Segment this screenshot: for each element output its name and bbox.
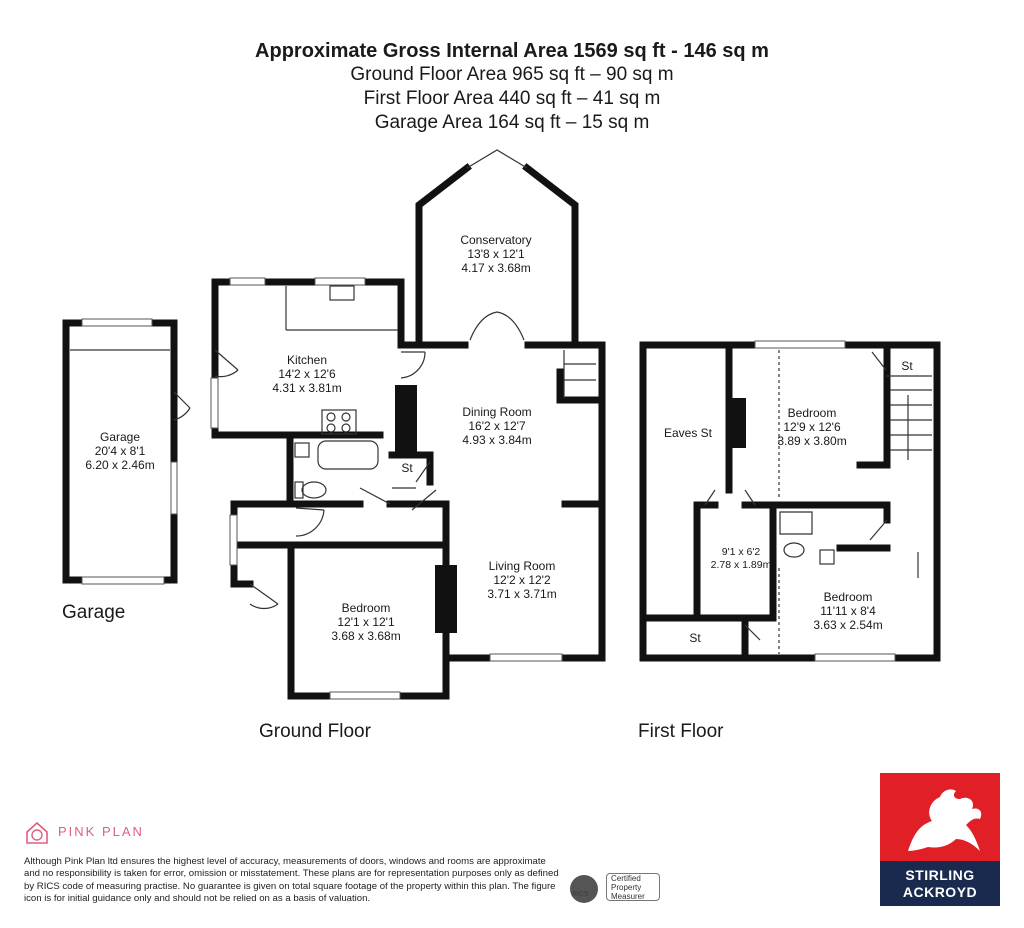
rics-seal-icon: [570, 875, 598, 903]
living-imperial: 12'2 x 12'2: [493, 573, 551, 587]
ground-bedroom-imperial: 12'1 x 12'1: [337, 615, 395, 629]
small-room-metric: 2.78 x 1.89m: [710, 559, 772, 571]
logo-red-panel: [880, 773, 1000, 861]
small-room-imperial: 9'1 x 6'2: [721, 546, 761, 558]
eaves-name: Eaves St: [663, 426, 713, 440]
first-floor-plan: [643, 341, 937, 661]
kitchen-name: Kitchen: [286, 353, 328, 367]
rics-badge: [570, 871, 662, 905]
first-store-bottom-name: St: [689, 631, 701, 645]
first-bedroom2-name: Bedroom: [823, 590, 873, 604]
pink-plan-logo-icon: [24, 820, 50, 846]
kitchen-metric: 4.31 x 3.81m: [272, 381, 342, 395]
ground-floor-plan: [211, 150, 602, 699]
rics-mark: RICS: [572, 891, 589, 898]
gross-area-title: Approximate Gross Internal Area 1569 sq ft - 146 sq m: [255, 40, 769, 62]
ground-bedroom-name: Bedroom: [341, 601, 391, 615]
garage-imperial: 20'4 x 8'1: [94, 444, 146, 458]
disclaimer-text: Although Pink Plan ltd ensures the highest level of accuracy, measurements of doors, windows and rooms are approximate and no responsibility is taken for error, omission or misstatement. These plans are for representation purposes only as defined by RICS code of measuring practise. No guarantee is given on total square footage of the property within this plan. The figure icon is for initial guidance only and should not be relied on as a basis of valuation.: [24, 856, 559, 905]
rics-line2: Property: [611, 883, 642, 892]
first-bedroom2-metric: 3.63 x 2.54m: [813, 618, 883, 632]
first-bedroom1-metric: 3.89 x 3.80m: [777, 434, 847, 448]
logo-text-ackroyd: ACKROYD: [902, 884, 978, 900]
kitchen-imperial: 14'2 x 12'6: [278, 367, 336, 381]
dining-name: Dining Room: [462, 405, 532, 419]
garage-area: Garage Area 164 sq ft – 15 sq m: [374, 112, 650, 133]
first-bedroom2-imperial: 11'11 x 8'4: [820, 604, 876, 618]
pink-plan-name: PINK PLAN: [58, 824, 144, 839]
ground-store-name: St: [401, 461, 413, 475]
garage-section-label: Garage: [62, 602, 126, 623]
dining-imperial: 16'2 x 12'7: [468, 419, 526, 433]
garage-room-name: Garage: [99, 430, 141, 444]
conservatory-name: Conservatory: [460, 233, 532, 247]
living-name: Living Room: [488, 559, 556, 573]
first-bedroom1-name: Bedroom: [787, 406, 837, 420]
ground-floor-area: Ground Floor Area 965 sq ft – 90 sq m: [350, 64, 674, 85]
first-store-top-name: St: [901, 359, 913, 373]
first-floor-area: First Floor Area 440 sq ft – 41 sq m: [363, 88, 661, 109]
garage-metric: 6.20 x 2.46m: [85, 458, 155, 472]
rics-line1: Certified: [611, 874, 641, 883]
rics-certified-text: [606, 873, 660, 901]
logo-navy-panel: [880, 861, 1000, 906]
ground-floor-label: Ground Floor: [259, 721, 371, 742]
garage-plan: [66, 319, 190, 584]
dining-metric: 4.93 x 3.84m: [462, 433, 532, 447]
conservatory-metric: 4.17 x 3.68m: [461, 261, 531, 275]
logo-text-stirling: STIRLING: [905, 867, 975, 883]
first-floor-label: First Floor: [638, 721, 724, 742]
griffin-icon: [880, 773, 1000, 861]
stirling-ackroyd-logo: [880, 773, 1000, 906]
rics-line3: Measurer: [611, 892, 645, 901]
living-metric: 3.71 x 3.71m: [487, 587, 557, 601]
conservatory-imperial: 13'8 x 12'1: [467, 247, 525, 261]
first-bedroom1-imperial: 12'9 x 12'6: [783, 420, 841, 434]
ground-bedroom-metric: 3.68 x 3.68m: [331, 629, 401, 643]
pink-plan-brand: [24, 820, 144, 851]
